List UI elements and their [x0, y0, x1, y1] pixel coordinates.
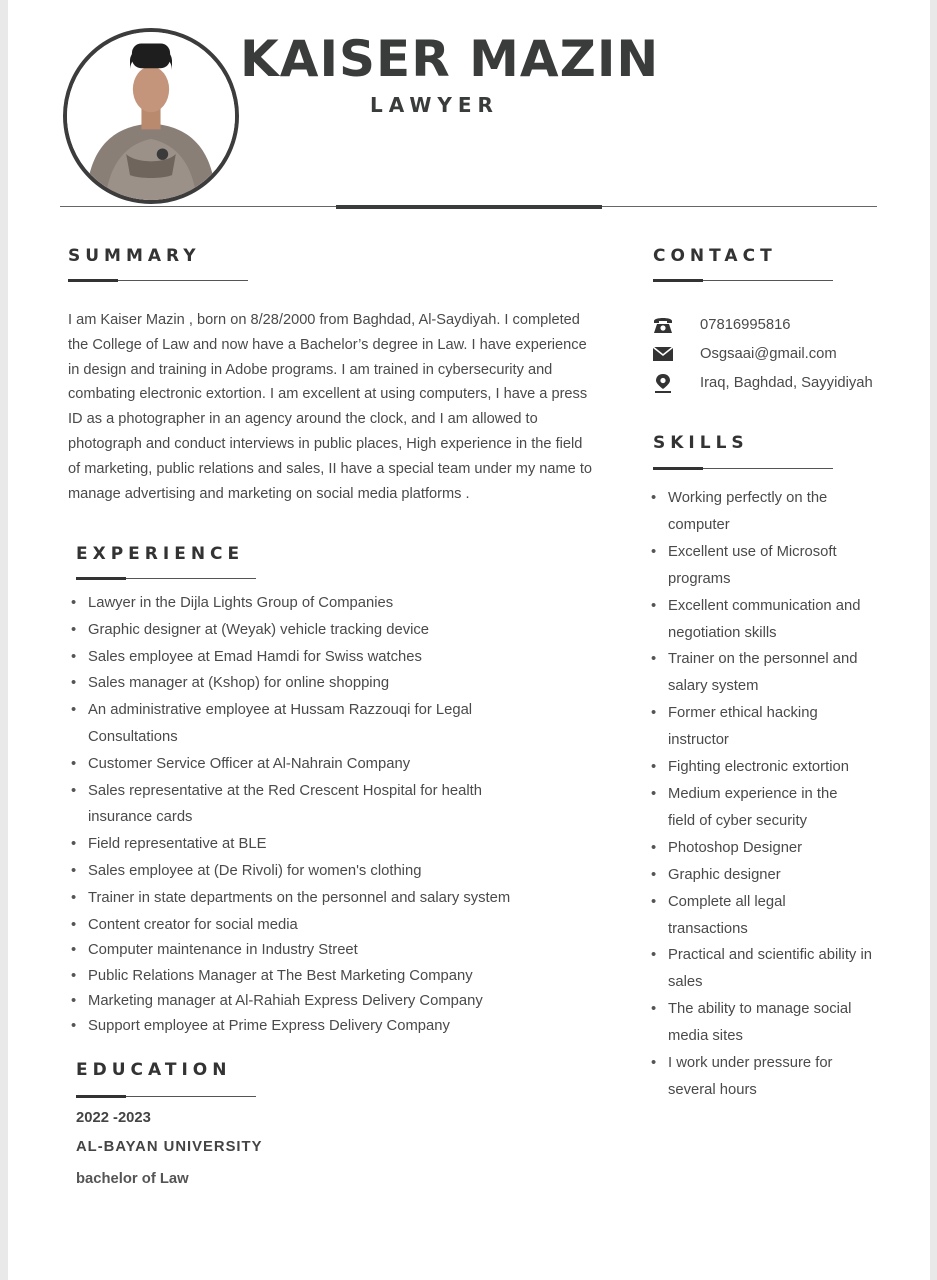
skill-item: • I work under pressure for several hours: [648, 1050, 848, 1104]
person-photo-illustration: [67, 32, 235, 200]
experience-item: • Sales manager at (Kshop) for online shopping: [68, 670, 608, 697]
summary-text: I am Kaiser Mazin , born on 8/28/2000 from Baghdad, Al-Saydiyah. I completed the College of Law and now have a Bachelor’s degree in Law. I have experience in design and training in Adobe programs. I am trained in cybersecurity and combating electronic extortion. I am excellent at using computers, I have a press ID as a photographer in an agency around the clock, and I am allowed to photograph and conduct interviews in public places, High experience in the field of marketing, public relations and sales, II have a special team under my name to manage advertising and marketing on social media platforms .: [68, 312, 593, 502]
experience-item: • Computer maintenance in Industry Street: [68, 938, 608, 964]
contact-phone-row: [652, 313, 902, 337]
contact-rule-accent: [653, 279, 703, 282]
experience-rule-accent: [76, 577, 126, 580]
contact-location: Iraq, Baghdad, Sayyidiyah: [700, 375, 873, 391]
skills-rule-accent: [653, 467, 703, 470]
education-degree: bachelor of Law: [76, 1171, 189, 1187]
mail-icon: [652, 344, 674, 364]
contact-heading: CONTACT: [653, 246, 777, 266]
experience-item: • Support employee at Prime Express Delivery Company: [68, 1014, 608, 1039]
experience-item: • Marketing manager at Al-Rahiah Express Delivery Company: [68, 989, 608, 1014]
skill-item: • Former ethical hacking instructor: [648, 700, 848, 754]
experience-item: • Trainer in state departments on the personnel and salary system: [68, 885, 608, 912]
experience-heading: EXPERIENCE: [76, 544, 245, 564]
experience-item: • Sales employee at Emad Hamdi for Swiss watches: [68, 644, 608, 671]
experience-item: • Lawyer in the Dijla Lights Group of Companies: [68, 590, 608, 617]
contact-email[interactable]: Osgsaai@gmail.com: [700, 346, 837, 362]
experience-item: • Content creator for social media: [68, 912, 608, 939]
skill-item: • Graphic designer: [648, 862, 888, 889]
header-divider-accent: [336, 205, 602, 209]
experience-item: • Graphic designer at (Weyak) vehicle tracking device: [68, 617, 608, 644]
experience-item: • Field representative at BLE: [68, 831, 608, 858]
education-years: 2022 -2023: [76, 1110, 151, 1126]
contact-email-row: [652, 342, 902, 366]
summary-heading: SUMMARY: [68, 246, 201, 266]
skill-item: • Working perfectly on the computer: [648, 485, 848, 539]
skills-heading: SKILLS: [653, 433, 749, 453]
candidate-name: KAISER MAZIN: [240, 30, 660, 88]
skill-item: • Photoshop Designer: [648, 835, 888, 862]
phone-icon: [652, 315, 674, 335]
skill-item: • Excellent communication and negotiation skills: [648, 593, 880, 647]
skill-item: • Complete all legal transactions: [648, 889, 818, 943]
experience-item: • Sales representative at the Red Crescent Hospital for health insurance cards: [68, 778, 518, 832]
experience-item: • Public Relations Manager at The Best Marketing Company: [68, 964, 608, 989]
contact-location-row: [652, 371, 902, 395]
job-title: LAWYER: [370, 93, 499, 117]
experience-item: • Sales employee at (De Rivoli) for women's clothing: [68, 858, 608, 885]
skill-item: • Fighting electronic extortion: [648, 754, 888, 781]
skills-list: [648, 485, 888, 1104]
experience-list: [68, 590, 608, 1039]
contact-phone[interactable]: 07816995816: [700, 317, 791, 333]
location-pin-icon: [652, 373, 674, 393]
skill-item: • Excellent use of Microsoft programs: [648, 539, 863, 593]
skill-item: • Practical and scientific ability in sales: [648, 942, 880, 996]
experience-item: • Customer Service Officer at Al-Nahrain Company: [68, 751, 608, 778]
experience-item: • An administrative employee at Hussam Razzouqi for Legal Consultations: [68, 697, 498, 751]
education-rule-accent: [76, 1095, 126, 1098]
profile-photo: [63, 28, 239, 204]
summary-rule-accent: [68, 279, 118, 282]
education-heading: EDUCATION: [76, 1060, 232, 1080]
skill-item: • Trainer on the personnel and salary system: [648, 646, 880, 700]
education-university: AL-BAYAN UNIVERSITY: [76, 1139, 263, 1155]
skill-item: • Medium experience in the field of cyber security: [648, 781, 858, 835]
skill-item: • The ability to manage social media sites: [648, 996, 863, 1050]
